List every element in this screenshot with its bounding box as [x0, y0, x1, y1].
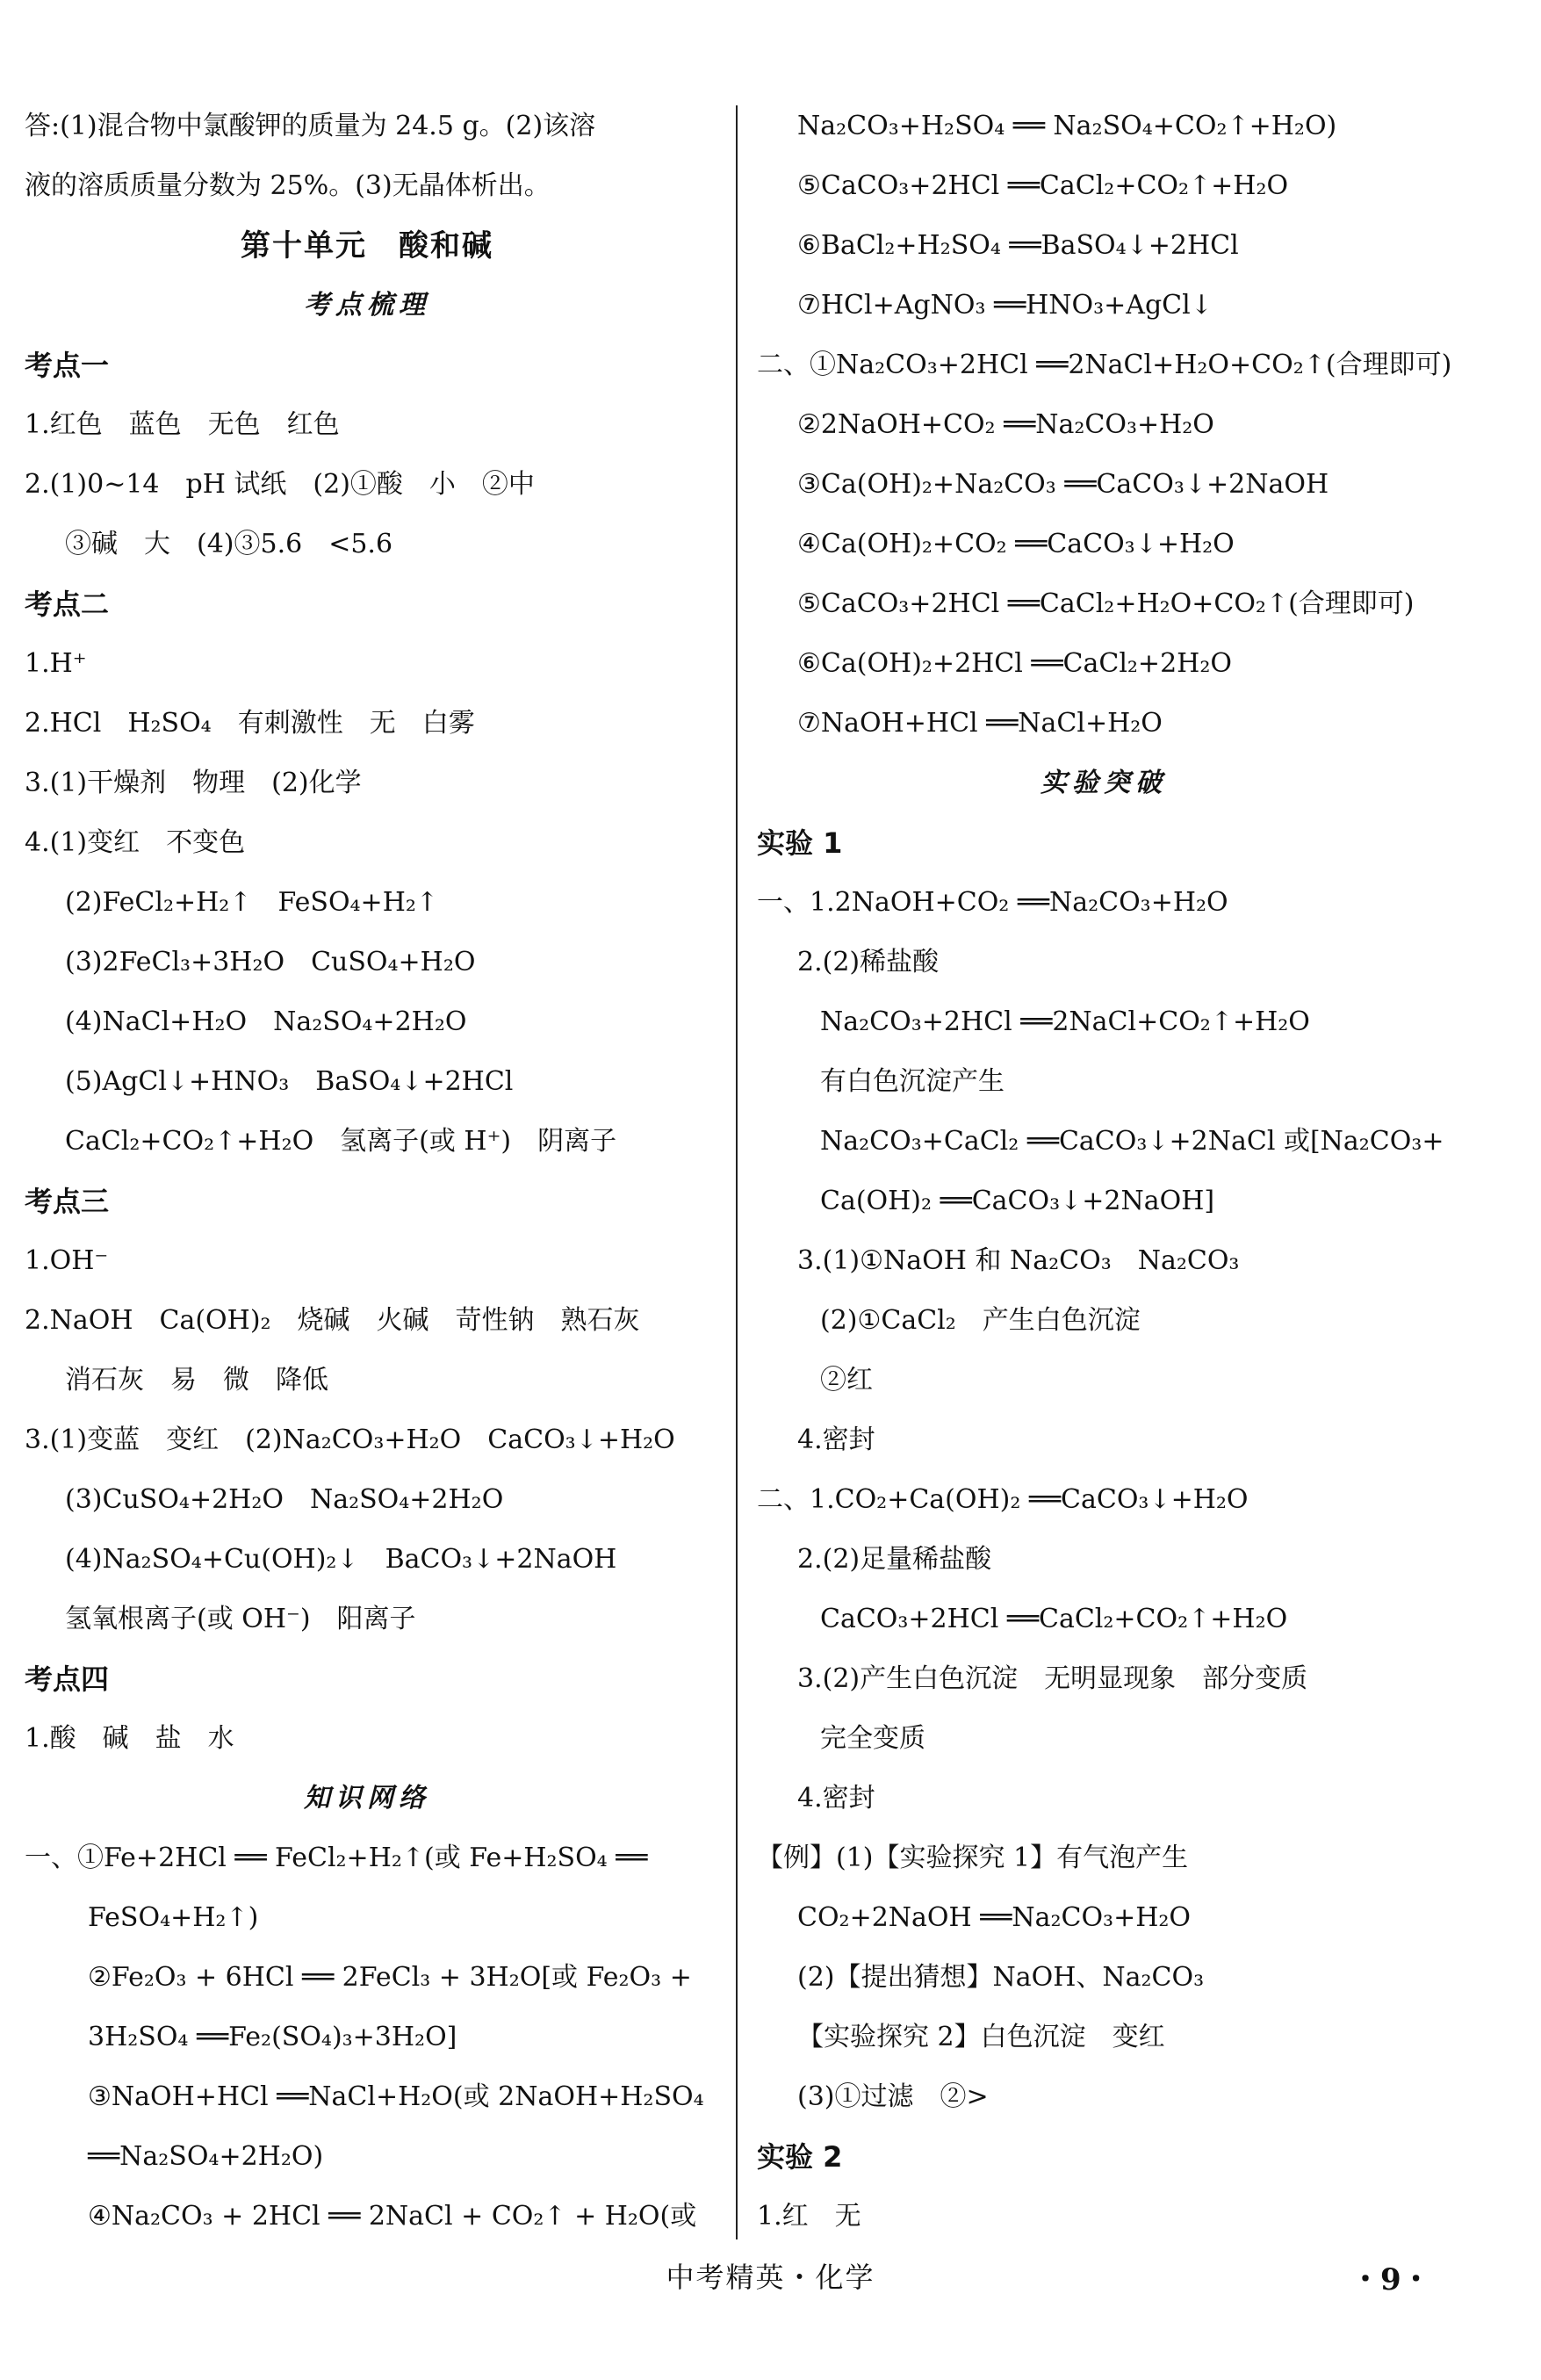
text-line: 一、1.2NaOH+CO₂ ══Na₂CO₃+H₂O [757, 887, 1228, 918]
subsection-heading: 实验 2 [757, 2140, 843, 2174]
text-line: ③Ca(OH)₂+Na₂CO₃ ══CaCO₃↓+2NaOH [797, 469, 1329, 500]
text-line: 4.(1)变红 不变色 [25, 827, 246, 858]
text-line: 1.红 无 [757, 2201, 861, 2232]
right-column [757, 97, 1451, 2247]
text-line: 4.密封 [797, 1424, 875, 1455]
text-line: ══Na₂SO₄+2H₂O) [88, 2141, 324, 2172]
subsection-heading: 考点一 [25, 349, 110, 382]
text-line: ⑤CaCO₃+2HCl ══CaCl₂+H₂O+CO₂↑(合理即可) [797, 588, 1415, 619]
text-line: 2.(1)0~14 pH 试纸 (2)①酸 小 ②中 [25, 469, 535, 500]
text-line: ⑤CaCO₃+2HCl ══CaCl₂+CO₂↑+H₂O [797, 170, 1289, 201]
text-line: 2.NaOH Ca(OH)₂ 烧碱 火碱 苛性钠 熟石灰 [25, 1305, 640, 1336]
text-line: (3)CuSO₄+2H₂O Na₂SO₄+2H₂O [65, 1484, 504, 1515]
text-line: (2)FeCl₂+H₂↑ FeSO₄+H₂↑ [65, 887, 439, 918]
text-line: ②Fe₂O₃ + 6HCl ══ 2FeCl₃ + 3H₂O[或 Fe₂O₃ + [88, 1962, 692, 1993]
text-line: Na₂CO₃+2HCl ══2NaCl+CO₂↑+H₂O [820, 1006, 1310, 1037]
left-column [25, 97, 709, 2247]
text-line: Na₂CO₃+CaCl₂ ══CaCO₃↓+2NaCl 或[Na₂CO₃+ [820, 1126, 1444, 1157]
text-line: 【例】(1)【实验探究 1】有气泡产生 [757, 1843, 1189, 1873]
text-line: 答:(1)混合物中氯酸钾的质量为 24.5 g。(2)该溶 [25, 111, 596, 141]
page-number: ・9・ [1350, 2262, 1431, 2297]
text-line: (4)NaCl+H₂O Na₂SO₄+2H₂O [65, 1006, 467, 1037]
text-line: (2)【提出猜想】NaOH、Na₂CO₃ [797, 1962, 1205, 1993]
subsection-heading: 考点二 [25, 588, 110, 621]
text-line: Na₂CO₃+H₂SO₄ ══ Na₂SO₄+CO₂↑+H₂O) [797, 111, 1337, 141]
text-line: ④Na₂CO₃ + 2HCl ══ 2NaCl + CO₂↑ + H₂O(或 [88, 2201, 697, 2232]
section-title: 知识网络 [304, 1783, 430, 1814]
text-line: CaCO₃+2HCl ══CaCl₂+CO₂↑+H₂O [820, 1604, 1288, 1634]
text-line: FeSO₄+H₂↑) [88, 1902, 259, 1933]
text-line: 二、①Na₂CO₃+2HCl ══2NaCl+H₂O+CO₂↑(合理即可) [757, 350, 1452, 380]
text-line: (4)Na₂SO₄+Cu(OH)₂↓ BaCO₃↓+2NaOH [65, 1544, 617, 1575]
text-line: 二、1.CO₂+Ca(OH)₂ ══CaCO₃↓+H₂O [757, 1484, 1249, 1515]
text-line: ⑥BaCl₂+H₂SO₄ ══BaSO₄↓+2HCl [797, 230, 1239, 261]
subsection-heading: 考点四 [25, 1662, 110, 1696]
subsection-heading: 实验 1 [757, 826, 843, 860]
text-line: (5)AgCl↓+HNO₃ BaSO₄↓+2HCl [65, 1066, 514, 1097]
text-line: CO₂+2NaOH ══Na₂CO₃+H₂O [797, 1902, 1192, 1933]
unit-title: 第十单元 酸和碱 [241, 228, 493, 263]
text-line: ②红 [820, 1365, 873, 1396]
text-line: 3.(1)干燥剂 物理 (2)化学 [25, 768, 362, 798]
text-line: 3.(2)产生白色沉淀 无明显现象 部分变质 [797, 1663, 1308, 1694]
text-line: 3.(1)①NaOH 和 Na₂CO₃ Na₂CO₃ [797, 1245, 1240, 1276]
text-line: 1.酸 碱 盐 水 [25, 1723, 234, 1754]
text-line: 完全变质 [820, 1723, 925, 1754]
subsection-heading: 考点三 [25, 1185, 110, 1218]
section-title: 实验突破 [1041, 768, 1167, 798]
text-line: ③碱 大 (4)③5.6 <5.6 [65, 529, 393, 559]
text-line: ⑦NaOH+HCl ══NaCl+H₂O [797, 708, 1163, 739]
text-line: ③NaOH+HCl ══NaCl+H₂O(或 2NaOH+H₂SO₄ [88, 2081, 704, 2112]
text-line: 1.红色 蓝色 无色 红色 [25, 409, 340, 440]
text-line: 消石灰 易 微 降低 [65, 1365, 328, 1396]
text-line: 液的溶质质量分数为 25%。(3)无晶体析出。 [25, 170, 551, 201]
text-line: (3)2FeCl₃+3H₂O CuSO₄+H₂O [65, 947, 476, 977]
text-line: (3)①过滤 ②> [797, 2081, 989, 2112]
column-divider [736, 105, 738, 2239]
text-line: 3H₂SO₄ ══Fe₂(SO₄)₃+3H₂O] [88, 2022, 457, 2052]
text-line: 3.(1)变蓝 变红 (2)Na₂CO₃+H₂O CaCO₃↓+H₂O [25, 1424, 675, 1455]
text-line: 2.HCl H₂SO₄ 有刺激性 无 白雾 [25, 708, 475, 739]
text-line: 氢氧根离子(或 OH⁻) 阳离子 [65, 1604, 416, 1634]
text-line: Ca(OH)₂ ══CaCO₃↓+2NaOH] [820, 1186, 1215, 1216]
text-line: ⑦HCl+AgNO₃ ══HNO₃+AgCl↓ [797, 290, 1213, 321]
text-line: (2)①CaCl₂ 产生白色沉淀 [820, 1305, 1141, 1336]
text-line: ②2NaOH+CO₂ ══Na₂CO₃+H₂O [797, 409, 1214, 440]
text-line: 【实验探究 2】白色沉淀 变红 [797, 2022, 1165, 2052]
text-line: 一、①Fe+2HCl ══ FeCl₂+H₂↑(或 Fe+H₂SO₄ ══ [25, 1843, 648, 1873]
text-line: 2.(2)稀盐酸 [797, 947, 940, 977]
footer-book-title: 中考精英・化学 [666, 2261, 875, 2294]
section-title: 考点梳理 [304, 290, 430, 321]
text-line: 4.密封 [797, 1783, 875, 1814]
text-line: ⑥Ca(OH)₂+2HCl ══CaCl₂+2H₂O [797, 648, 1232, 679]
text-line: CaCl₂+CO₂↑+H₂O 氢离子(或 H⁺) 阴离子 [65, 1126, 617, 1157]
text-line: 有白色沉淀产生 [820, 1066, 1005, 1097]
text-line: 1.H⁺ [25, 648, 87, 679]
text-line: 1.OH⁻ [25, 1245, 109, 1276]
text-line: 2.(2)足量稀盐酸 [797, 1544, 992, 1575]
text-line: ④Ca(OH)₂+CO₂ ══CaCO₃↓+H₂O [797, 529, 1235, 559]
